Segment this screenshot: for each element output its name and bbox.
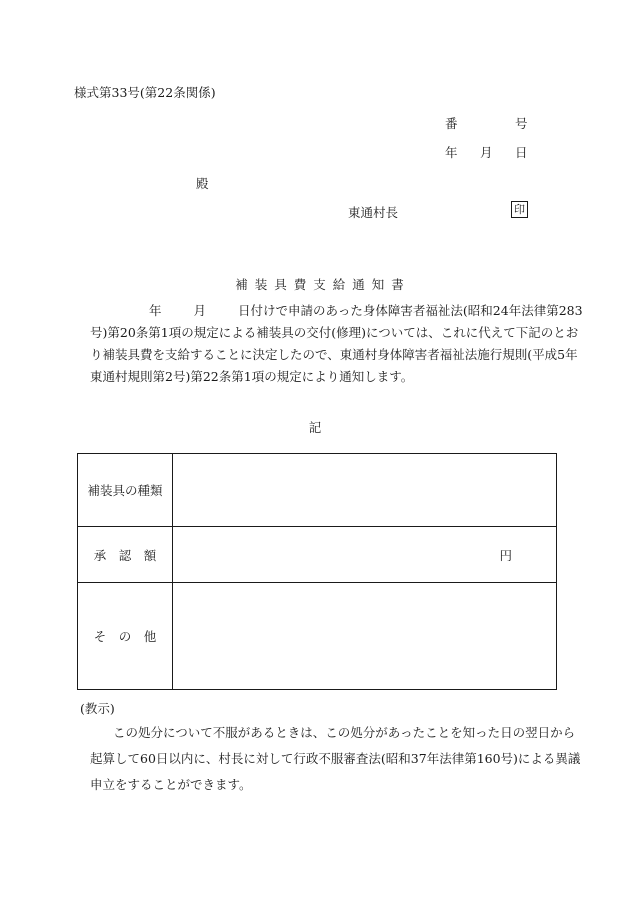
table-row xyxy=(78,527,557,583)
body-line-3: り補装具費を支給することに決定したので、東通村身体障害者福祉法施行規則(平成5年 xyxy=(90,347,578,362)
table-row xyxy=(78,583,557,690)
body-line-1 xyxy=(90,300,583,322)
body-month: 月 xyxy=(193,303,207,318)
date-year: 年 xyxy=(445,145,458,160)
date-day: 日 xyxy=(515,145,528,160)
row-label-other: そ の 他 xyxy=(78,583,173,690)
date-month: 月 xyxy=(480,145,493,160)
body-line-4: 東通村規則第2号)第22条第1項の規定により通知します。 xyxy=(90,369,414,384)
body-year: 年 xyxy=(149,303,162,318)
seal-stamp: 印 xyxy=(511,201,528,218)
row-value-other[interactable] xyxy=(173,583,557,690)
notice-heading: (教示) xyxy=(80,701,115,716)
document-number-go: 号 xyxy=(515,116,528,131)
notice-line-2: 起算して60日以内に、村長に対して行政不服審査法(昭和37年法律第160号)による異議 xyxy=(90,751,581,766)
row-label-amount: 承 認 額 xyxy=(78,527,173,583)
body-line-1-text: 日付けで申請のあった身体障害者福祉法(昭和24年法律第283 xyxy=(238,303,583,318)
ki-heading: 記 xyxy=(308,420,322,435)
row-value-amount[interactable]: 円 xyxy=(173,527,557,583)
body-paragraph xyxy=(90,300,583,388)
notice-line-1: この処分について不服があるときは、この処分があったことを知った日の翌日から xyxy=(113,725,576,740)
notice-line-3: 申立をすることができます。 xyxy=(90,777,252,792)
document-number-ban: 番 xyxy=(445,116,458,131)
detail-table xyxy=(77,453,557,690)
table-row xyxy=(78,454,557,527)
document-title: 補装具費支給通知書 xyxy=(235,277,411,292)
issuer-name: 東通村長 xyxy=(348,205,399,220)
form-number: 様式第33号(第22条関係) xyxy=(74,85,216,100)
addressee-suffix: 殿 xyxy=(196,176,209,191)
row-label-type: 補装具の種類 xyxy=(78,454,173,527)
notice-paragraph xyxy=(90,720,581,798)
row-value-type[interactable] xyxy=(173,454,557,527)
body-line-2: 号)第20条第1項の規定による補装具の交付(修理)については、これに代えて下記のとお xyxy=(90,325,579,340)
